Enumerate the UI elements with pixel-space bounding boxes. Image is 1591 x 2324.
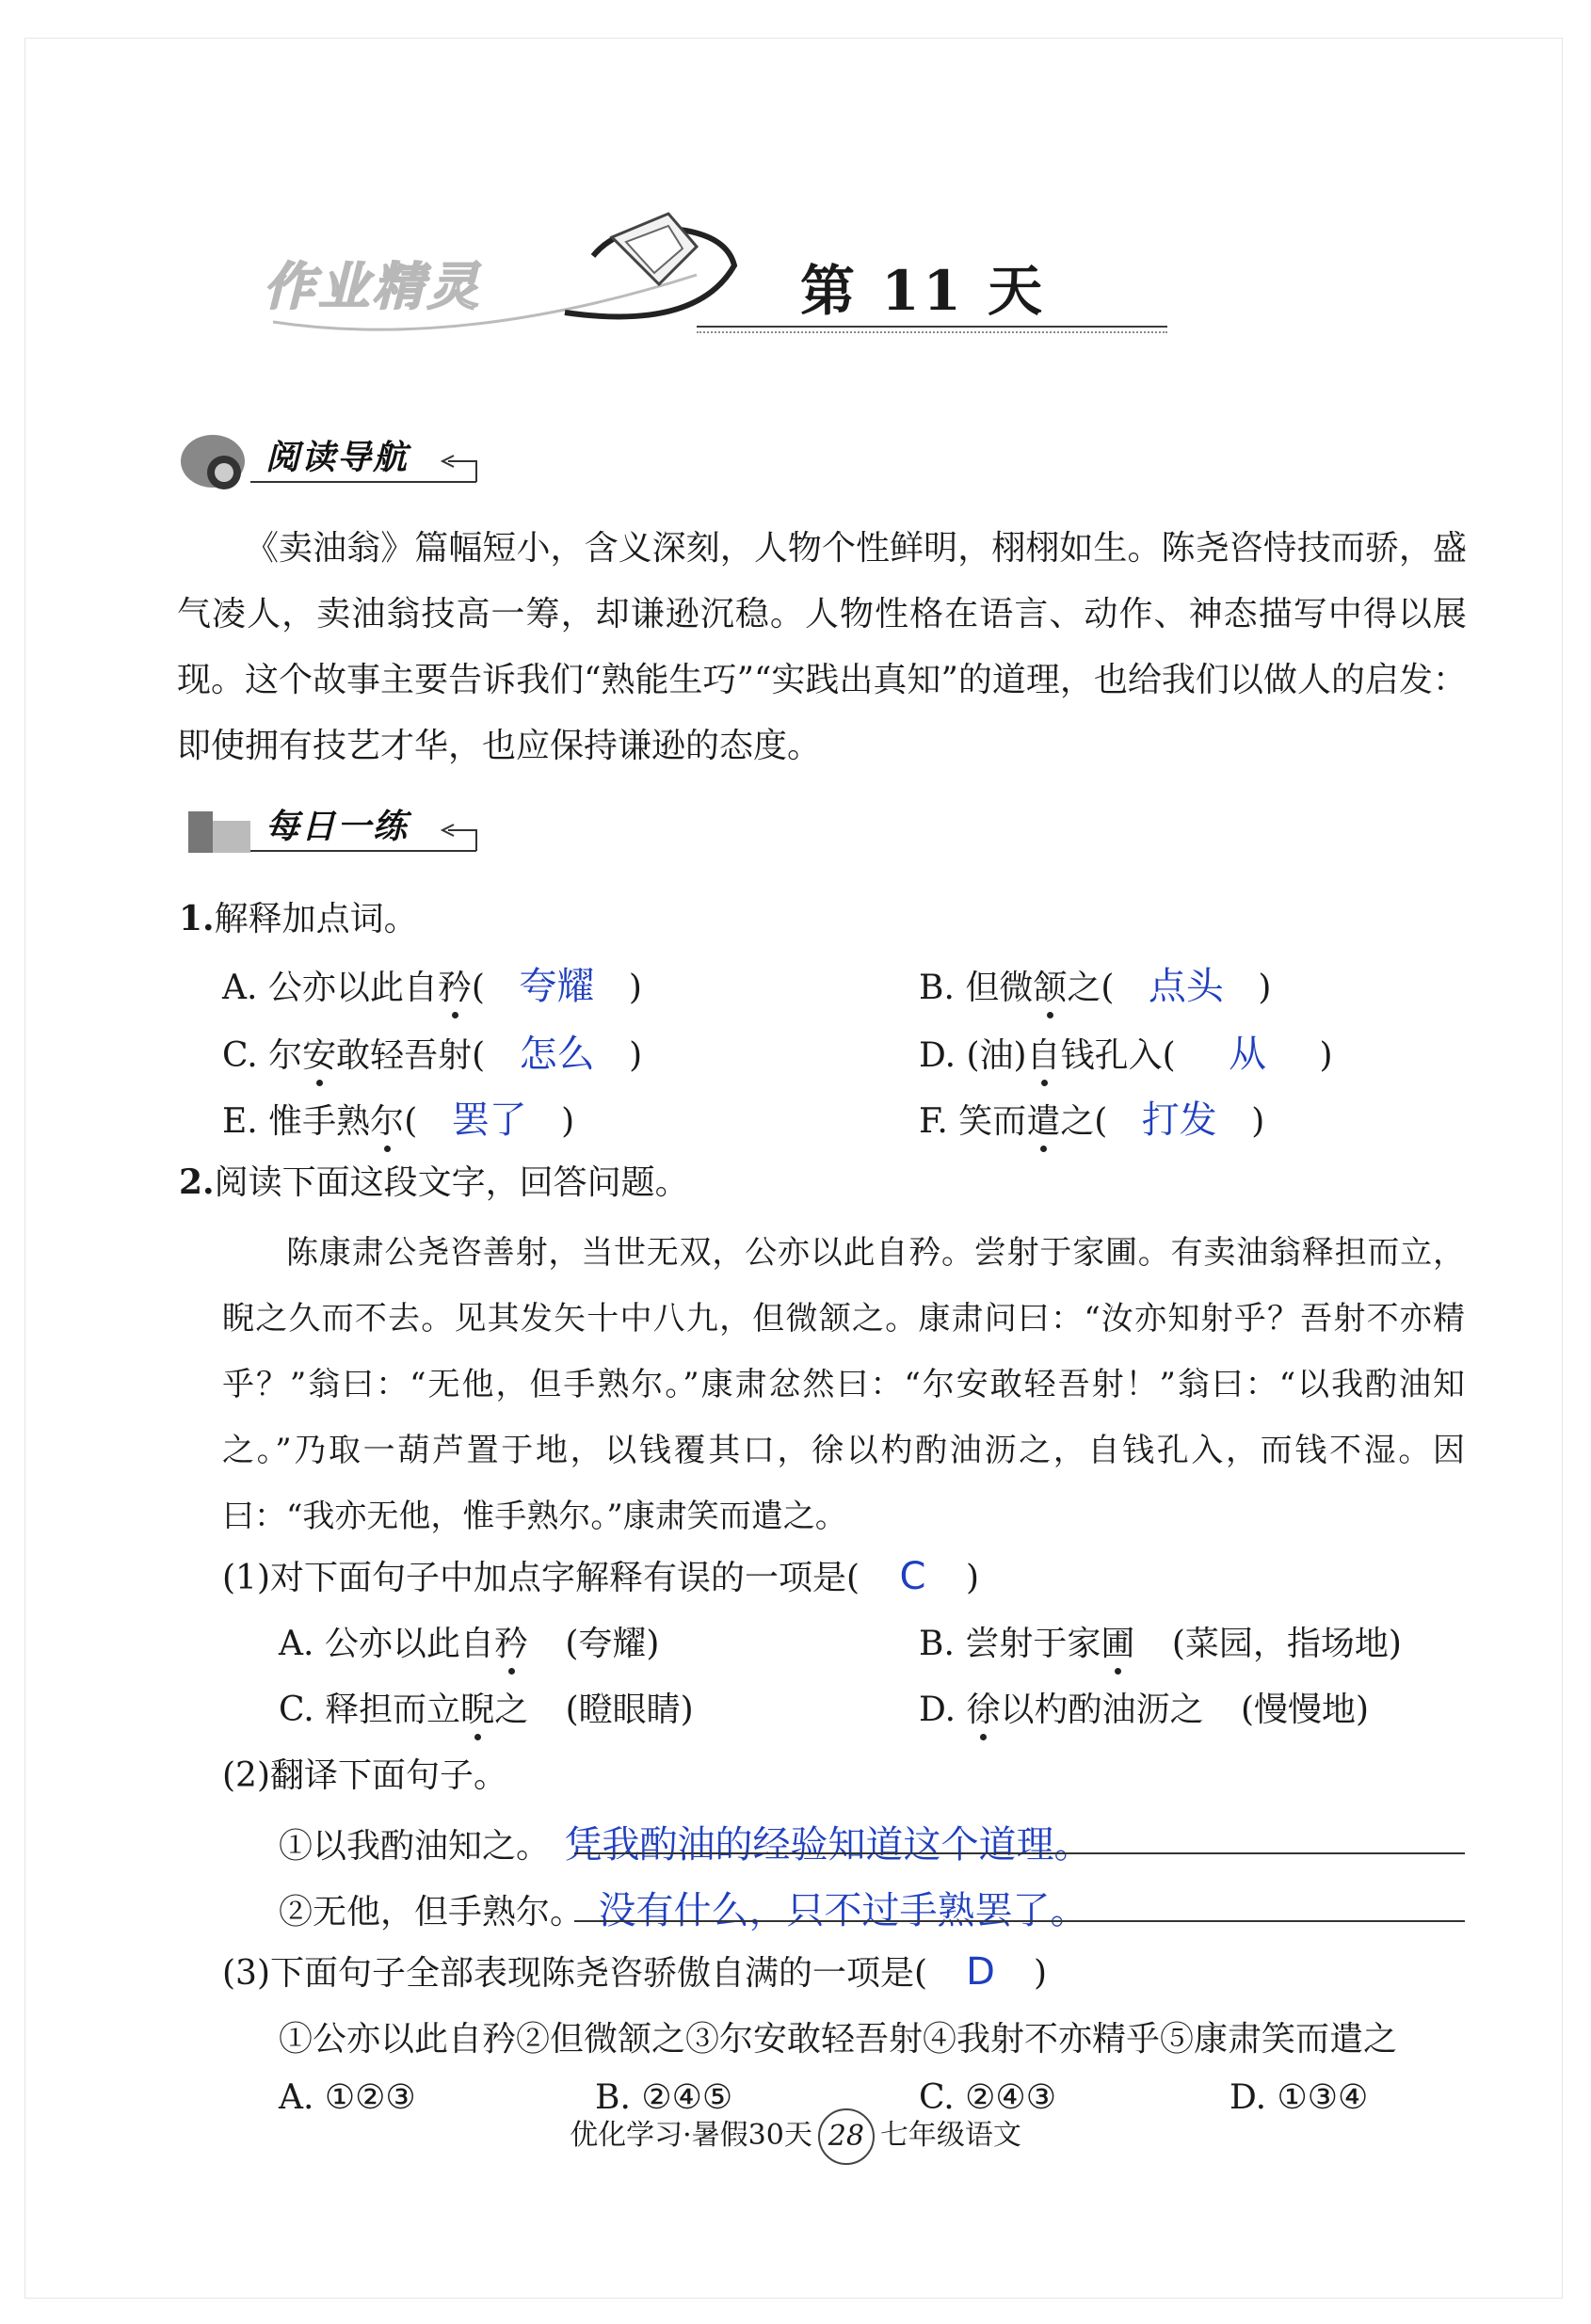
q1-item-d: D. (油)自钱孔入( 从 ) <box>919 1024 1333 1078</box>
answer-text: 怎么 <box>519 1033 595 1076</box>
q2-sub3-statements: ①公亦以此自矜②但微颔之③尔安敢轻吾射④我射不亦精乎⑤康肃笑而遣之 <box>279 2020 1398 2059</box>
answer-text: D <box>966 1950 995 1994</box>
answer-text: 凭我酌油的经验知道这个道理。 <box>564 1823 1092 1867</box>
reading-guide-title: 阅读导航 <box>265 439 410 477</box>
q1-item-a: A. 公亦以此自矜( 夸耀 ) <box>222 956 642 1010</box>
classical-passage: 陈康肃公尧咨善射，当世无双，公亦以此自矜。尝射于家圃。有卖油翁释担而立，睨之久而不去。见其发矢十中八九，但微颔之。康肃问曰：“汝亦知射乎？吾射不亦精乎？”翁曰：“无他，但手熟尔。”康肃忿然曰：“尔安敢轻吾射！”翁曰：“以我酌油知之。”乃取一葫芦置于地，以钱覆其口，徐以杓酌油沥之，自钱孔入，而钱不湿。因曰：“我亦无他，惟手熟尔。”康肃笑而遣之。 <box>222 1234 1465 1535</box>
reading-guide-text: 《卖油翁》篇幅短小，含义深刻，人物个性鲜明，栩栩如生。陈尧咨恃技而骄，盛气凌人，卖油翁技高一筹，却谦逊沉稳。人物性格在语言、动作、神态描写中得以展现。这个故事主要告诉我们“熟能生巧”“实践出真知”的道理，也给我们以做人的启发：即使拥有技艺才华，也应保持谦逊的态度。 <box>177 529 1467 765</box>
answer-text: 打发 <box>1141 1098 1217 1142</box>
answer-line-1 <box>574 1852 1465 1854</box>
q2-sub3-option-a: A. ①②③ <box>279 2078 416 2117</box>
header-logo <box>254 209 744 341</box>
q2-prompt: 2.阅读下面这段文字，回答问题。 <box>179 1162 689 1202</box>
reading-guide-header <box>175 424 495 499</box>
logo-text: 作业精灵 <box>264 257 482 316</box>
daily-practice-header <box>175 793 495 868</box>
q2-sub3-prompt: (3)下面句子全部表现陈尧咨骄傲自满的一项是( D ) <box>222 1950 1047 1994</box>
page-number: 28 <box>818 2108 875 2165</box>
q2-sub2-prompt: (2)翻译下面句子。 <box>222 1756 507 1795</box>
q2-sub1-option-a: A. 公亦以此自矜 (夸耀) <box>279 1617 659 1665</box>
answer-text: 夸耀 <box>519 965 595 1008</box>
q2-sub3-option-d: D. ①③④ <box>1229 2078 1369 2117</box>
q2-sub1-option-b: B. 尝射于家圃 (菜园，指场地) <box>919 1617 1402 1665</box>
q1-item-c: C. 尔安敢轻吾射( 怎么 ) <box>222 1024 642 1078</box>
answer-text: 罢了 <box>451 1098 527 1142</box>
q1-item-e: E. 惟手熟尔( 罢了 ) <box>222 1090 574 1144</box>
q2-sub3-option-b: B. ②④⑤ <box>595 2078 733 2117</box>
page-title: 第 11 天 <box>800 259 1047 323</box>
q1-prompt: 1.解释加点词。 <box>179 899 418 938</box>
footer-subject: 七年级语文 <box>879 2119 1021 2152</box>
q2-sub1-option-c: C. 释担而立睨之 (瞪眼睛) <box>279 1683 694 1731</box>
answer-text: C <box>899 1555 926 1598</box>
footer-book-title: 优化学习·暑假30天 <box>570 2119 812 2152</box>
title-rule-dotted <box>697 331 1167 333</box>
answer-line-2 <box>574 1920 1465 1922</box>
q2-sub2-line-2: ②无他，但手熟尔。 没有什么，只不过手熟罢了。 <box>279 1889 1088 1932</box>
page-footer <box>0 2108 1591 2165</box>
q2-sub2-line-1: ①以我酌油知之。 凭我酌油的经验知道这个道理。 <box>279 1823 1092 1867</box>
title-rule <box>697 326 1167 328</box>
q1-item-b: B. 但微颔之( 点头 ) <box>919 956 1271 1010</box>
q2-sub1-option-d: D. 徐以杓酌油沥之 (慢慢地) <box>919 1683 1369 1731</box>
answer-text: 没有什么，只不过手熟罢了。 <box>598 1889 1088 1932</box>
answer-text: 点头 <box>1148 965 1224 1008</box>
q2-sub1-prompt: (1)对下面句子中加点字解释有误的一项是( C ) <box>222 1555 979 1598</box>
q1-item-f: F. 笑而遣之( 打发 ) <box>919 1090 1264 1144</box>
q2-sub3-option-c: C. ②④③ <box>919 2078 1056 2117</box>
answer-text: 从 <box>1229 1033 1267 1076</box>
daily-practice-title: 每日一练 <box>265 808 410 846</box>
